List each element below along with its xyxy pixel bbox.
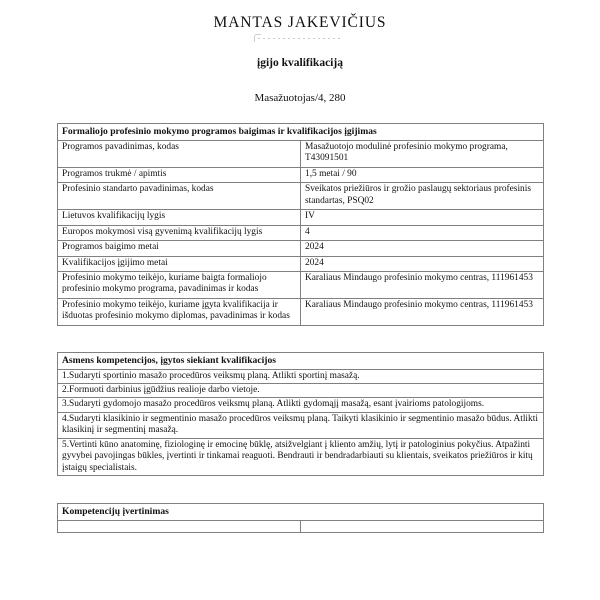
evaluation-cell-right (301, 521, 544, 533)
evaluation-table-title: Kompetencijų įvertinimas (58, 504, 544, 521)
acquired-qualification-label: įgijo kvalifikaciją (257, 57, 343, 70)
program-completion-table (57, 123, 544, 326)
row-value: 1,5 metai / 90 (301, 167, 544, 182)
competency-text: 3.Sudaryti gydomojo masažo procedūros veiksmų planą. Atlikti gydomąjį masažą, esant įvairioms patologijoms. (58, 398, 544, 412)
list-item (58, 438, 544, 475)
table-row (58, 271, 544, 298)
list-item (58, 369, 544, 383)
competency-text: 5.Vertinti kūno anatominę, fiziologinę ir emocinę būklę, atsižvelgiant į kliento amžių, lytį ir patologinius pokyčius. Atpažinti gyvybei pavojingas būkles, įvertinti ir tinkamai reaguoti. Bendrauti ir bendradarbiauti su klientais, sveikatos priežiūros ir kitų įstaigų specialistais. (58, 438, 544, 475)
row-value: IV (301, 210, 544, 225)
competency-text: 2.Formuoti darbinius įgūdžius realioje darbo vietoje. (58, 384, 544, 398)
competencies-table (57, 352, 544, 476)
document-header (0, 0, 600, 104)
evaluation-cell-left (58, 521, 301, 533)
row-label: Profesinio mokymo teikėjo, kuriame įgyta kvalifikacija ir išduotas profesinio mokymo diplomas, pavadinimas ir kodas (58, 298, 301, 325)
table-section-header-row (58, 352, 544, 369)
page-title: MANTAS JAKEVIČIUS (213, 14, 387, 31)
row-value: 2024 (301, 256, 544, 271)
row-value: Sveikatos priežiūros ir grožio paslaugų sektoriaus profesinis standartas, PSQ02 (301, 183, 544, 210)
row-label: Kvalifikacijos įgijimo metai (58, 256, 301, 271)
competencies-table-title: Asmens kompetencijos, įgytos siekiant kvalifikacijos (58, 352, 544, 369)
table-row (58, 521, 544, 533)
row-label: Programos trukmė / apimtis (58, 167, 301, 182)
competency-text: 4.Sudaryti klasikinio ir segmentinio masažo procedūros veiksmų planą. Taikyti klasikinio ir segmentinio masažo būdus. Atlikti klasikinį ir segmentinį masažą. (58, 412, 544, 438)
table-row (58, 167, 544, 182)
table-row (58, 183, 544, 210)
evaluation-table (57, 503, 544, 533)
row-value: Masažuotojo modulinė profesinio mokymo programa, T43091501 (301, 140, 544, 167)
row-label: Profesinio mokymo teikėjo, kuriame baigta formaliojo profesinio mokymo programa, pavadinimas ir kodas (58, 271, 301, 298)
row-value: Karaliaus Mindaugo profesinio mokymo centras, 111961453 (301, 298, 544, 325)
table-section-header-row (58, 504, 544, 521)
table-row (58, 298, 544, 325)
table-row (58, 140, 544, 167)
row-label: Profesinio standarto pavadinimas, kodas (58, 183, 301, 210)
qualification-value: Masažuotojas/4, 280 (254, 92, 346, 105)
row-label: Lietuvos kvalifikacijų lygis (58, 210, 301, 225)
list-item (58, 412, 544, 438)
table-row (58, 241, 544, 256)
table-section-header-row (58, 124, 544, 141)
table-row (58, 210, 544, 225)
row-value: Karaliaus Mindaugo profesinio mokymo centras, 111961453 (301, 271, 544, 298)
list-item (58, 398, 544, 412)
program-table-title: Formaliojo profesinio mokymo programos baigimas ir kvalifikacijos įgijimas (58, 124, 544, 141)
row-value: 2024 (301, 241, 544, 256)
redacted-signature-line-icon (252, 33, 348, 44)
row-label: Programos baigimo metai (58, 241, 301, 256)
competency-text: 1.Sudaryti sportinio masažo procedūros veiksmų planą. Atlikti sportinį masažą. (58, 369, 544, 383)
table-row (58, 256, 544, 271)
row-label: Europos mokymosi visą gyvenimą kvalifikacijų lygis (58, 225, 301, 240)
list-item (58, 384, 544, 398)
row-value: 4 (301, 225, 544, 240)
table-row (58, 225, 544, 240)
row-label: Programos pavadinimas, kodas (58, 140, 301, 167)
